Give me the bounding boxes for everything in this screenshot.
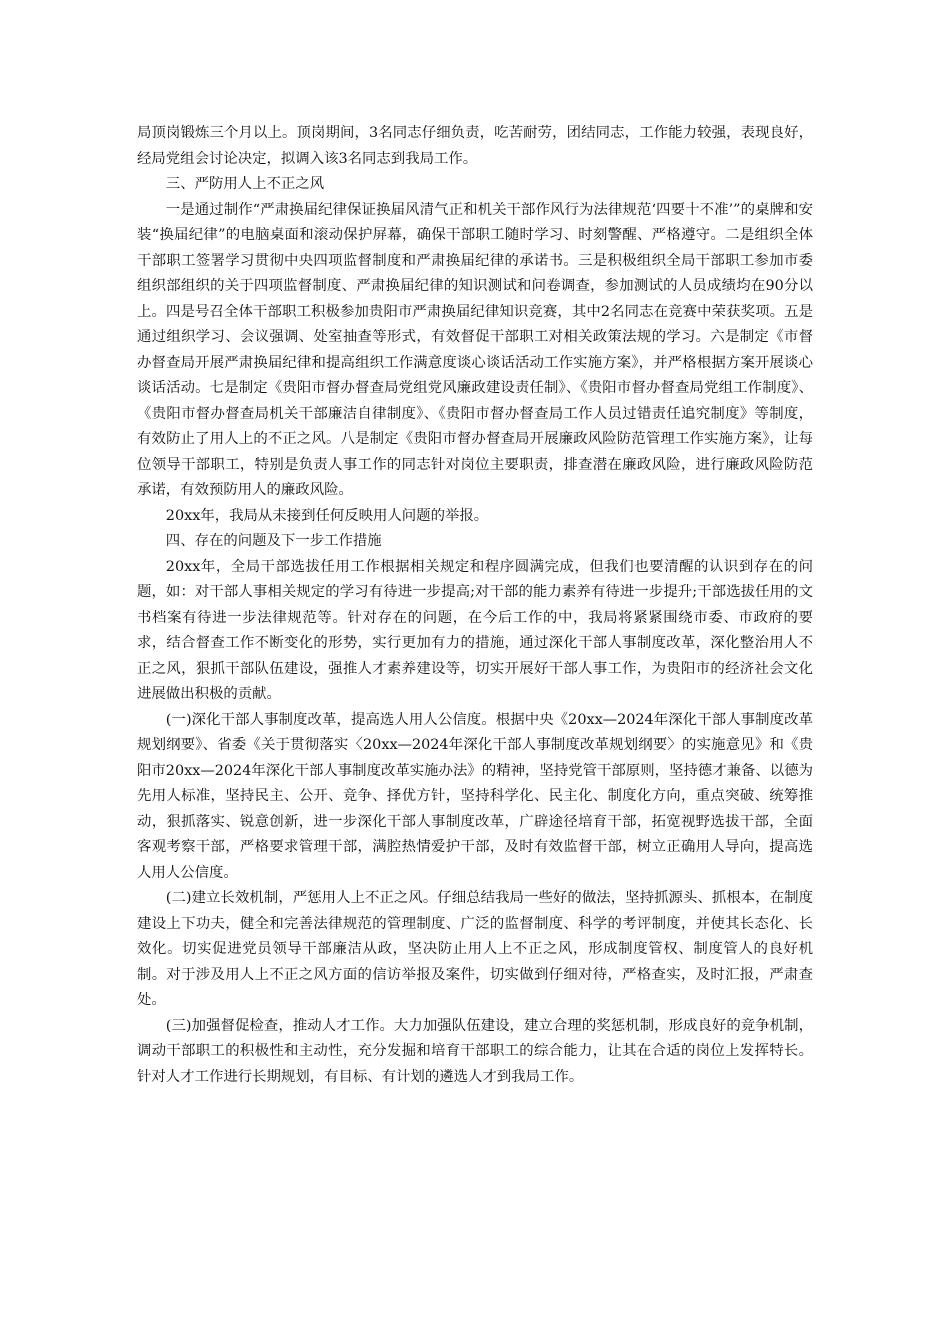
- document-body: [137, 121, 813, 1090]
- paragraph-problems: 20xx年，全局干部选拔任用工作根据相关规定和程序圆满完成，但我们也要清醒的认识到存在的问题，如：对干部人事相关规定的学习有待进一步提高;对干部的能力素养有待进一步提升;干部选拔任用的文书档案有待进一步法律规范等。针对存在的问题，在今后工作的中，我局将紧紧围绕市委、市政府的要求，结合督查工作不断变化的形势，实行更加有力的措施，通过深化干部人事制度改革，深化整治用人不正之风，狠抓干部队伍建设，强推人才素养建设等，切实开展好干部人事工作，为贵阳市的经济社会文化进展做出积极的贡献。: [137, 558, 813, 702]
- paragraph-no-reports: 20xx年，我局从未接到任何反映用人问题的举报。: [165, 507, 489, 524]
- paragraph-item-1: (一)深化干部人事制度改革，提高选人用人公信度。根据中央《20xx—2024年深化干部人事制度改革规划纲要》、省委《关于贯彻落实〈20xx—2024年深化干部人事制度改革规划纲要〉的实施意见》和《贵阳市20xx—2024年深化干部人事制度改革实施办法》的精神，坚持党管干部原则，坚持德才兼备、以德为先用人标准，坚持民主、公开、竞争、择优方针，坚持科学化、民主化、制度化方向，重点突破、统筹推动，狠抓落实、锐意创新，进一步深化干部人事制度改革，广辟途径培育干部，拓宽视野选拔干部，全面客观考察干部，严格要求管理干部，满腔热情爱护干部，及时有效监督干部，树立正确用人导向，提高选人用人公信度。: [137, 711, 813, 881]
- paragraph-measures: 一是通过制作“严肃换届纪律保证换届风清气正和机关干部作风行为法律规范‘四要十不准’”的桌牌和安装“换届纪律”的电脑桌面和滚动保护屏幕，确保干部职工随时学习、时刻警醒、严格遵守。二是组织全体干部职工签署学习贯彻中央四项监督制度和严肃换届纪律的承诺书。三是积极组织全局干部职工参加市委组织部组织的关于四项监督制度、严肃换届纪律的知识测试和问卷调查，参加测试的人员成绩均在90分以上。四是号召全体干部职工积极参加贵阳市严肃换届纪律知识竞赛，其中2名同志在竞赛中荣获奖项。五是通过组织学习、会议强调、处室抽查等形式，有效督促干部职工对相关政策法规的学习。六是制定《市督办督查局开展严肃换届纪律和提高组织工作满意度谈心谈话活动工作实施方案》，并严格根据方案开展谈心谈话活动。七是制定《贵阳市督办督查局党组党风廉政建设责任制》、《贵阳市督办督查局党组工作制度》、《贵阳市督办督查局机关干部廉洁自律制度》、《贵阳市督办督查局工作人员过错责任追究制度》等制度，有效防止了用人上的不正之风。八是制定《贵阳市督办督查局开展廉政风险防范管理工作实施方案》，让每位领导干部职工，特别是负责人事工作的同志针对岗位主要职责，排查潜在廉政风险，进行廉政风险防范承诺，有效预防用人的廉政风险。: [137, 201, 813, 498]
- paragraph-item-2: (二)建立长效机制，严惩用人上不正之风。仔细总结我局一些好的做法，坚持抓源头、抓根本，在制度建设上下功夫，健全和完善法律规范的管理制度、广泛的监督制度、科学的考评制度，并使其长态化、长效化。切实促进党员领导干部廉洁从政，坚决防止用人上不正之风，形成制度管权、制度管人的良好机制。对于涉及用人上不正之风方面的信访举报及案件，切实做到仔细对待，严格查实，及时汇报，严肃查处。: [137, 890, 813, 1008]
- section-heading-3: 三、严防用人上不正之风: [165, 176, 325, 192]
- section-heading-4: 四、存在的问题及下一步工作措施: [165, 533, 382, 549]
- paragraph-continuation: 局顶岗锻炼三个月以上。顶岗期间，3名同志仔细负责，吃苦耐劳，团结同志，工作能力较强，表现良好，经局党组会讨论决定，拟调入该3名同志到我局工作。: [137, 125, 813, 167]
- paragraph-item-3: (三)加强督促检查，推动人才工作。大力加强队伍建设，建立合理的奖惩机制，形成良好的竞争机制，调动干部职工的积极性和主动性，充分发掘和培育干部职工的综合能力，让其在合适的岗位上发挥特长。针对人才工作进行长期规划，有目标、有计划的遴选人才到我局工作。: [137, 1017, 813, 1085]
